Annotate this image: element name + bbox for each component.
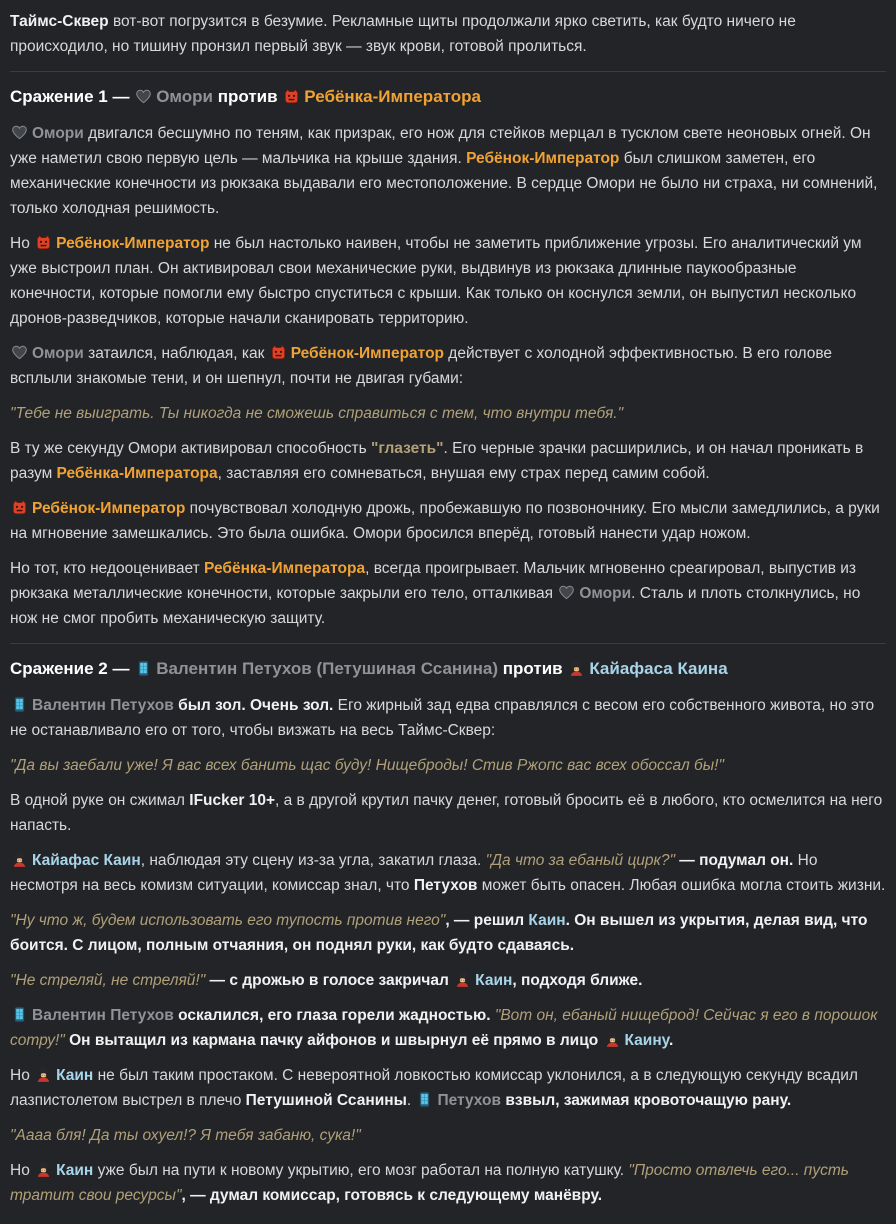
character-name-emperor: Ребёнок-Император: [466, 150, 620, 167]
text-run: против: [498, 659, 568, 678]
heart-icon: [11, 124, 28, 141]
ogre-icon: [270, 344, 287, 361]
character-name-kain: Кайафаса Каина: [589, 659, 728, 678]
character-name-omori: Омори: [32, 125, 84, 142]
paragraph: [10, 496, 886, 546]
intro-paragraph: [10, 9, 886, 59]
text-run: уже был на пути к новому укрытию, его мозг работал на полную катушку.: [93, 1162, 629, 1179]
text-run: не был настолько наивен, чтобы не заметить приближение угрозы. Его аналитический ум уже выстроил план. Он активировал свои механические руки, выдвинув из рюкзака длинные паукообразные конечности, которые помогли ему быстро спуститься с крыши. Как только он коснулся земли, он выпустил несколько дронов-разведчиков, которые начали сканировать территорию.: [10, 235, 862, 327]
character-name-kain: Кайафас Каин: [32, 852, 141, 869]
phone-icon: [11, 1006, 28, 1023]
text-run: не был таким простаком. С невероятной ловкостью комиссар уклонился, а в следующую секунду всадил лазпистолетом выстрел в плечо: [10, 1067, 858, 1109]
phone-icon: [416, 1091, 433, 1108]
emphasized-text: — с дрожью в голосе закричал: [205, 972, 454, 989]
text-run: был слишком заметен, его механические конечности из рюкзака выдавали его местоположение. В сердце Омори не было ни страха, ни сомнений, только холодная решимость.: [10, 150, 878, 217]
character-name-emperor: Ребёнок-Император: [290, 345, 444, 362]
emphasized-text: — подумал он.: [675, 852, 794, 869]
text-run: Его жирный зад едва справлялся с весом его собственного живота, но это не останавливало его от того, чтобы визжать на весь Таймс-Сквер:: [10, 697, 875, 739]
guard-icon: [11, 851, 28, 868]
quote-text: "Да что за ебаный цирк?": [485, 852, 675, 869]
paragraph: [10, 121, 886, 221]
character-name-petukhov: Валентин Петухов (Петушиная Ссанина): [156, 659, 499, 678]
text-run: . Сталь и плоть столкнулись, но нож не смог пробить механическую защиту.: [10, 585, 861, 627]
ogre-icon: [283, 88, 300, 105]
ogre-icon: [11, 499, 28, 516]
paragraph: [10, 436, 886, 486]
emphasized-text: Таймс-Сквер: [10, 13, 109, 30]
paragraph: [10, 788, 886, 838]
emphasized-text: Петушиной Ссанины: [245, 1092, 407, 1109]
paragraph: [10, 231, 886, 331]
emphasized-text: . Он вышел из укрытия, делая вид, что боится. С лицом, полным отчаяния, он поднял руки, как будто сдаваясь.: [10, 912, 868, 954]
text-run: . Его черные зрачки расширились, и он начал проникать в разум: [10, 440, 864, 482]
text-run: Сражение 1 —: [10, 87, 135, 106]
divider: [10, 643, 886, 644]
text-run: Но: [10, 1067, 35, 1084]
heart-icon: [135, 88, 152, 105]
guard-icon: [454, 971, 471, 988]
character-name-petukhov: Валентин Петухов: [32, 1007, 174, 1024]
text-run: , а в другой крутил пачку денег, готовый бросить её в любого, кто осмелится на него напасть.: [10, 792, 883, 834]
guard-icon: [35, 1066, 52, 1083]
phone-icon: [135, 660, 152, 677]
battle-1-heading: [10, 84, 886, 109]
quote-paragraph: [10, 753, 886, 778]
emphasized-text: Он вытащил из кармана пачку айфонов и швырнул её прямо в лицо: [64, 1032, 603, 1049]
emphasized-text: IFucker 10+: [189, 792, 275, 809]
text-run: двигался бесшумно по теням, как призрак, его нож для стейков мерцал в тусклом свете неоновых огней. Он уже наметил свою первую цель — мальчика на крыше здания.: [10, 125, 871, 167]
paragraph: [10, 556, 886, 631]
paragraph: [10, 1003, 886, 1053]
paragraph: [10, 908, 886, 958]
heart-icon: [558, 584, 575, 601]
character-name-kain: Каин: [475, 972, 513, 989]
text-run: против: [213, 87, 283, 106]
quote-text: "Аааа бля! Да ты охуел!? Я тебя забаню, сука!": [10, 1127, 361, 1144]
text-run: Но: [10, 1162, 35, 1179]
text-run: затаился, наблюдая, как: [83, 345, 269, 362]
character-name-emperor: Ребёнка-Императора: [304, 87, 481, 106]
quote-text: "Не стреляй, не стреляй!": [10, 972, 206, 989]
text-run: почувствовал холодную дрожь, пробежавшую по позвоночнику. Его мысли замедлились, а руки на мгновение замешкались. Это была ошибка. Омори бросился вперёд, готовый нанести удар ножом.: [10, 500, 880, 542]
character-name-kain: Каин: [528, 912, 566, 929]
emphasized-text: взвыл, зажимая кровоточащую рану.: [501, 1092, 792, 1109]
quote-paragraph: [10, 1123, 886, 1148]
text-run: Сражение 2 —: [10, 659, 135, 678]
divider: [10, 71, 886, 72]
emphasized-text: оскалился, его глаза горели жадностью.: [173, 1007, 495, 1024]
paragraph: [10, 1063, 886, 1113]
quote-text: "Вот он, ебаный нищеброд! Сейчас я его в порошок сотру!": [10, 1007, 878, 1049]
emphasized-text: Петухов: [413, 877, 478, 894]
ogre-icon: [35, 234, 52, 251]
emphasized-text: , подходя ближе.: [512, 972, 643, 989]
phone-icon: [11, 696, 28, 713]
quote-text: "Просто отвлечь его... пусть тратит свои ресурсы": [10, 1162, 849, 1204]
character-name-emperor: Ребёнка-Императора: [56, 465, 218, 482]
character-name-petukhov: Петухов: [437, 1092, 502, 1109]
quote-paragraph: [10, 401, 886, 426]
text-run: Но несмотря на весь комизм ситуации, комиссар знал, что: [10, 852, 818, 894]
paragraph: [10, 341, 886, 391]
character-name-kain: Каин: [56, 1067, 94, 1084]
emphasized-text: .: [668, 1032, 674, 1049]
text-run: В одной руке он сжимал: [10, 792, 190, 809]
paragraph: [10, 1158, 886, 1208]
character-name-omori: Омори: [32, 345, 84, 362]
character-name-petukhov: Валентин Петухов: [32, 697, 174, 714]
text-run: вот-вот погрузится в безумие. Рекламные щиты продолжали ярко светить, как будто ничего не происходило, но тишину пронзил первый звук — звук крови, готовой пролиться.: [10, 13, 796, 55]
guard-icon: [604, 1031, 621, 1048]
heart-icon: [11, 344, 28, 361]
text-run: действует с холодной эффективностью. В его голове всплыли знакомые тени, и он шепнул, почти не двигая губами:: [10, 345, 832, 387]
text-run: Но: [10, 235, 35, 252]
text-run: , всегда проигрывает. Мальчик мгновенно среагировал, выпустив из рюкзака металлические конечности, которые закрыли его тело, отталкивая: [10, 560, 857, 602]
emphasized-text: , — думал комиссар, готовясь к следующему манёвру.: [181, 1187, 603, 1204]
text-run: , наблюдая эту сцену из-за угла, закатил глаза.: [140, 852, 486, 869]
text-run: , заставляя его сомневаться, внушая ему страх перед самим собой.: [217, 465, 710, 482]
quote-text: "Да вы заебали уже! Я вас всех банить щас буду! Нищеброды! Стив Ржопс вас всех обоссал бы!": [10, 757, 724, 774]
quote-text: "глазеть": [371, 440, 444, 457]
text-run: .: [406, 1092, 416, 1109]
paragraph: [10, 848, 886, 898]
quote-text: "Тебе не выиграть. Ты никогда не сможешь справиться с тем, что внутри тебя.": [10, 405, 624, 422]
character-name-emperor: Ребёнок-Император: [56, 235, 210, 252]
character-name-emperor: Ребёнок-Император: [32, 500, 186, 517]
character-name-kain: Каин: [56, 1162, 94, 1179]
paragraph: [10, 693, 886, 743]
text-run: Но тот, кто недооценивает: [10, 560, 204, 577]
character-name-kain: Каину: [624, 1032, 669, 1049]
guard-icon: [568, 660, 585, 677]
character-name-emperor: Ребёнка-Императора: [204, 560, 366, 577]
battle-2-heading: [10, 656, 886, 681]
character-name-omori: Омори: [156, 87, 213, 106]
paragraph: [10, 968, 886, 993]
emphasized-text: был зол. Очень зол.: [173, 697, 334, 714]
quote-text: "Ну что ж, будем использовать его тупость против него": [10, 912, 446, 929]
text-run: может быть опасен. Любая ошибка могла стоить жизни.: [477, 877, 886, 894]
emphasized-text: , — решил: [445, 912, 529, 929]
character-name-omori: Омори: [579, 585, 632, 602]
text-run: В ту же секунду Омори активировал способность: [10, 440, 372, 457]
guard-icon: [35, 1161, 52, 1178]
